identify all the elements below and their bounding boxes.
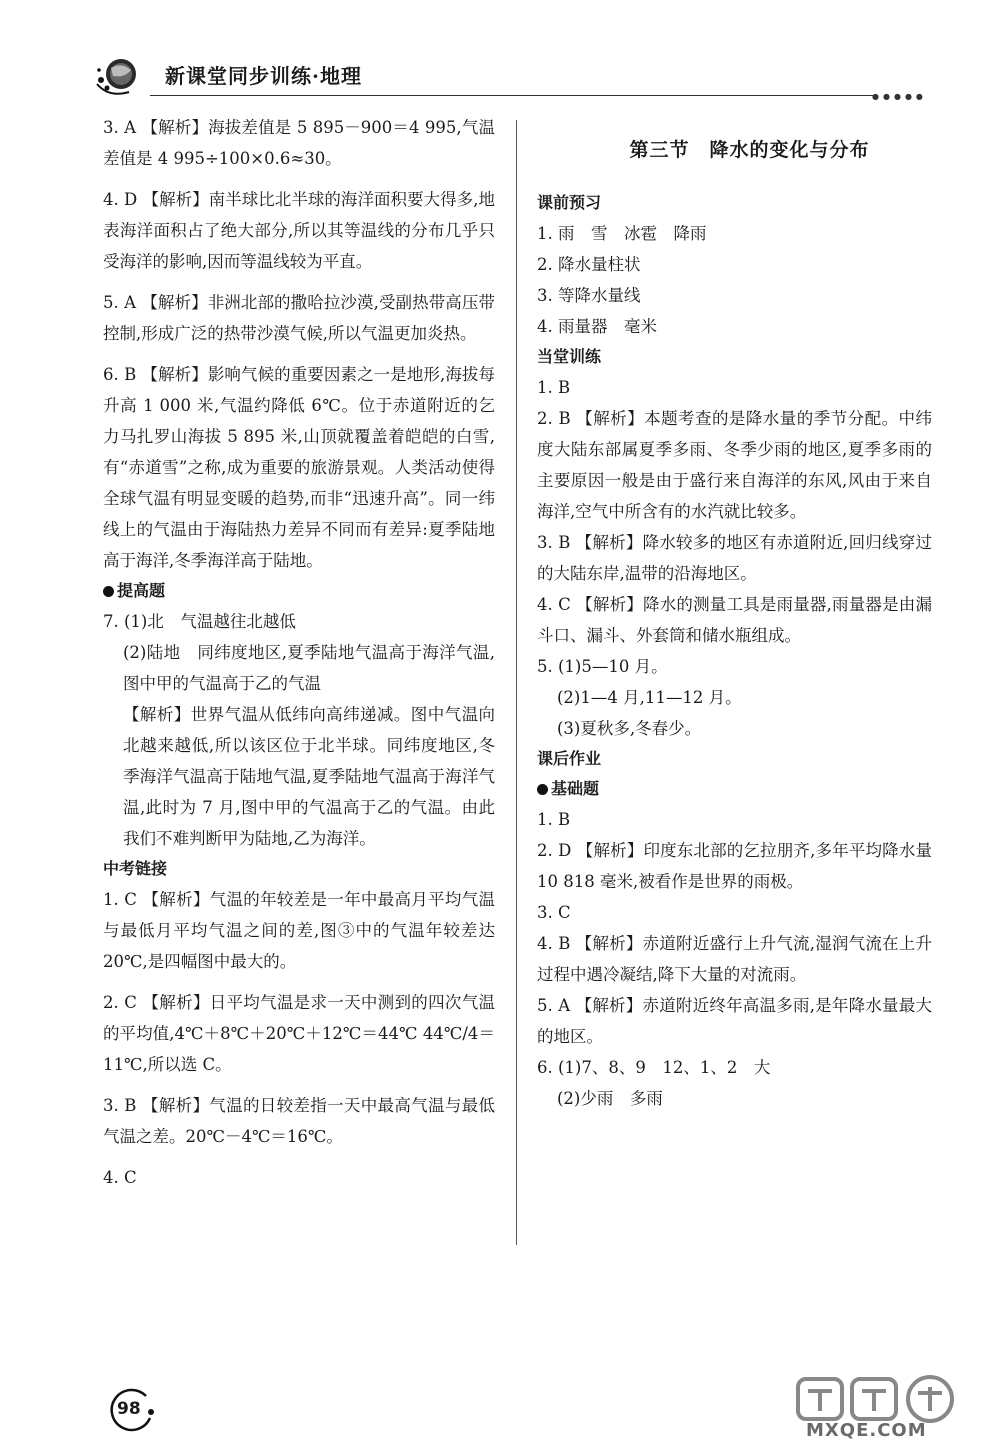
bullet-dot-icon [103, 586, 114, 597]
zhongkao-heading: 中考链接 [103, 859, 168, 878]
answer-item: 3. A 【解析】海拔差值是 5 895－900＝4 995,气温差值是 4 995÷100×0.6≈30。 [103, 118, 495, 168]
answer-item: 3. 等降水量线 [537, 286, 641, 305]
answer-item: 1. B [537, 378, 571, 397]
q5-answer-2: (2)1—4 月,11—12 月。 [557, 688, 742, 707]
answer-item: 2. 降水量柱状 [537, 255, 641, 274]
q7-analysis: 【解析】世界气温从低纬向高纬递减。图中气温向北越来越低,所以该区位于北半球。同纬度地区,冬季海洋气温高于陆地气温,夏季陆地气温高于海洋气温,此时为 7 月,图中甲的气温高于乙的气温。由此我们不难判断甲为陆地,乙为海洋。 [123, 705, 495, 848]
q7-answer-1: 7. (1)北 气温越往北越低 [103, 612, 296, 631]
q6-answer-2: (2)少雨 多雨 [557, 1089, 663, 1108]
left-column [103, 112, 495, 1193]
dtxl-heading: 当堂训练 [537, 347, 602, 366]
answer-item: 1. B [537, 810, 571, 829]
answer-item: 2. D 【解析】印度东北部的乞拉朋齐,多年平均降水量 10 818 毫米,被看作是世界的雨极。 [537, 841, 932, 891]
page-number: 98 [117, 1399, 141, 1419]
answer-item: 5. A 【解析】非洲北部的撒哈拉沙漠,受副热带高压带控制,形成广泛的热带沙漠气候,所以气温更加炎热。 [103, 293, 495, 343]
jichu-heading: 基础题 [537, 774, 932, 804]
answer-item: 3. B 【解析】气温的日较差指一天中最高气温与最低气温之差。20℃－4℃＝16℃。 [103, 1096, 495, 1146]
q5-answer-1: 5. (1)5—10 月。 [537, 657, 668, 676]
answer-item: 4. C 【解析】降水的测量工具是雨量器,雨量器是由漏斗口、漏斗、外套筒和储水瓶组成。 [537, 595, 932, 645]
answer-item: 4. B 【解析】赤道附近盛行上升气流,湿润气流在上升过程中遇冷凝结,降下大量的对流雨。 [537, 934, 932, 984]
answer-item: 1. 雨 雪 冰雹 降雨 [537, 224, 707, 243]
header-rule [150, 95, 875, 96]
page-header [0, 0, 1000, 100]
kqyx-heading: 课前预习 [537, 193, 602, 212]
answer-item: 6. B 【解析】影响气候的重要因素之一是地形,海拔每升高 1 000 米,气温约降低 6℃。位于赤道附近的乞力马扎罗山海拔 5 895 米,山顶就覆盖着皑皑的白雪,有“赤道雪”之称,成为重要的旅游景观。人类活动使得全球气温有明显变暖的趋势,而非“迅速升高”。同一纬线上的气温由于海陆热力差异不同而有差异:夏季陆地高于海洋,冬季海洋高于陆地。 [103, 365, 495, 570]
answer-list-a [103, 112, 495, 576]
answer-list-b [103, 884, 495, 1193]
book-title: 新课堂同步训练·地理 [165, 64, 362, 88]
answer-item: 3. B 【解析】降水较多的地区有赤道附近,回归线穿过的大陆东岸,温带的沿海地区。 [537, 533, 932, 583]
watermark-text: MXQE.COM [806, 1420, 927, 1441]
header-dots: ●●●●● [872, 92, 927, 101]
section-title: 第三节 降水的变化与分布 [629, 139, 870, 161]
q5-answer-3: (3)夏秋多,冬春少。 [557, 719, 702, 738]
bullet-dot-icon [537, 784, 548, 795]
answer-item: 2. B 【解析】本题考查的是降水量的季节分配。中纬度大陆东部属夏季多雨、冬季少雨的地区,夏季多雨的主要原因一般是由于盛行来自海洋的东风,风由于来自海洋,空气中所含有的水汽就比较多。 [537, 409, 932, 521]
tigao-heading: 提高题 [103, 576, 495, 606]
logo-icon [95, 54, 141, 98]
q7-answer-2: (2)陆地 同纬度地区,夏季陆地气温高于海洋气温,图中甲的气温高于乙的气温 [123, 643, 495, 693]
answer-item: 3. C [537, 903, 571, 922]
answer-item: 4. C [103, 1168, 137, 1187]
right-column [537, 112, 932, 1114]
answer-item: 4. D 【解析】南半球比北半球的海洋面积要大得多,地表海洋面积占了绝大部分,所以其等温线的分布几乎只受海洋的影响,因而等温线较为平直。 [103, 190, 495, 271]
khzy-heading: 课后作业 [537, 749, 602, 768]
answer-item: 5. A 【解析】赤道附近终年高温多雨,是年降水量最大的地区。 [537, 996, 932, 1046]
answer-item: 4. 雨量器 毫米 [537, 317, 657, 336]
answer-item: 1. C 【解析】气温的年较差是一年中最高月平均气温与最低月平均气温之间的差,图③中的气温年较差达 20℃,是四幅图中最大的。 [103, 890, 495, 971]
column-divider [516, 120, 517, 1245]
answer-item: 2. C 【解析】日平均气温是求一天中测到的四次气温的平均值,4℃＋8℃＋20℃＋12℃＝44℃ 44℃/4＝11℃,所以选 C。 [103, 993, 495, 1074]
q6-answer-1: 6. (1)7、8、9 12、1、2 大 [537, 1058, 771, 1077]
